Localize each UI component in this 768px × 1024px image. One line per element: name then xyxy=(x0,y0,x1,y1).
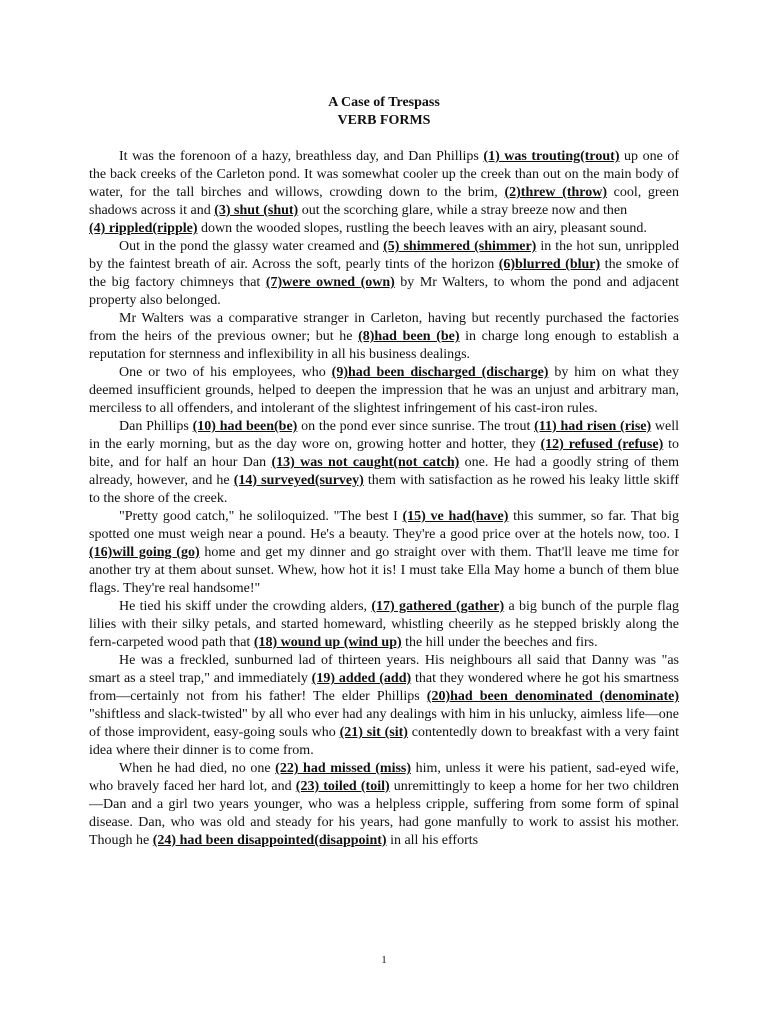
verb-answer: (10) had been(be) xyxy=(192,419,298,434)
verb-answer: (17) gathered (gather) xyxy=(371,599,505,614)
verb-answer: (12) refused (refuse) xyxy=(540,437,664,452)
verb-answer: (22) had missed (miss) xyxy=(275,761,412,776)
page-number: 1 xyxy=(381,954,387,966)
text-segment: He tied his skiff under the crowding alders, xyxy=(119,599,372,614)
document-page xyxy=(89,94,679,850)
document-title: A Case of Trespass xyxy=(328,95,440,110)
paragraph xyxy=(89,364,679,418)
verb-answer: (4) rippled(ripple) xyxy=(89,221,198,236)
paragraph xyxy=(89,220,679,238)
text-segment: this summer, so far. That big spotted one must weigh near a pound. He's a beauty. They're a good price over at the hotels now, too. I xyxy=(89,509,680,542)
text-segment: the hill under the beeches and firs. xyxy=(401,635,598,650)
title-spacer xyxy=(89,130,679,148)
verb-answer: (2)threw (throw) xyxy=(504,185,607,200)
text-segment: Dan Phillips xyxy=(119,419,193,434)
text-segment: in the hot sun, unrippled by the faintest breath of air. Across the soft, pearly tints of the horizon xyxy=(89,239,679,272)
body-text xyxy=(89,148,679,850)
text-segment: the smoke of the big factory chimneys that xyxy=(89,257,679,290)
verb-answer: (21) sit (sit) xyxy=(339,725,408,740)
verb-answer: (18) wound up (wind up) xyxy=(253,635,402,650)
verb-answer: (14) surveyed(survey) xyxy=(233,473,364,488)
verb-answer: (6)blurred (blur) xyxy=(498,257,601,272)
text-segment: by Mr Walters, to whom the pond and adjacent property also belonged. xyxy=(89,275,679,308)
paragraph xyxy=(89,652,679,760)
text-segment: to bite, and for half an hour Dan xyxy=(89,437,680,470)
verb-answer: (11) had risen (rise) xyxy=(534,419,652,434)
text-segment: "shiftless and slack-twisted" by all who ever had any dealings with him in his unlucky, aimless life—one of those improvident, easy-going souls who xyxy=(89,707,679,740)
text-segment: unremittingly to keep a home for her two children—Dan and a girl two years younger, who was a helpless cripple, suffering from some form of spinal disease. Dan, who was old and steady for his years, had gone manfully to work to assist his mother. Though he xyxy=(89,779,680,848)
document-subtitle: VERB FORMS xyxy=(337,113,431,128)
text-segment: Mr Walters was a comparative stranger in Carleton, having but recently purchased the factories from the heirs of the previous owner; but he xyxy=(89,311,679,344)
text-segment: cool, green shadows across it and xyxy=(89,185,679,218)
paragraph xyxy=(89,238,679,310)
verb-answer: (19) added (add) xyxy=(311,671,412,686)
verb-answer: (7)were owned (own) xyxy=(265,275,395,290)
text-segment: in charge long enough to establish a reputation for sternness and inflexibility in all his business dealings. xyxy=(89,329,679,362)
verb-answer: (5) shimmered (shimmer) xyxy=(383,239,537,254)
text-segment: him, unless it were his patient, sad-eyed wife, who bravely faced her hard lot, and xyxy=(89,761,679,794)
text-segment: that they wondered where he got his smartness from—certainly not from his father! The elder Phillips xyxy=(89,671,679,704)
text-segment: a big bunch of the purple flag lilies with their silky petals, and started homeward, whistling cheerily as he stepped briskly along the fern-carpeted wood path that xyxy=(89,599,679,650)
verb-answer: (1) was trouting(trout) xyxy=(483,149,620,164)
text-segment: well in the early morning, but as the day wore on, growing hotter and hotter, they xyxy=(89,419,680,452)
verb-answer: (3) shut (shut) xyxy=(214,203,299,218)
paragraph xyxy=(89,148,679,220)
text-segment: home and get my dinner and go straight over with them. That'll leave me time for another try at them about sunset. Whew, how hot it is! I must take Ella May home a bunch of them blue flags. They're real handsome!" xyxy=(89,545,679,596)
verb-answer: (16)will going (go) xyxy=(89,545,200,560)
verb-answer: (20)had been denominated (denominate) xyxy=(426,689,679,704)
text-segment: one. He had a goodly string of them already, however, and he xyxy=(89,455,679,488)
text-segment: Out in the pond the glassy water creamed and xyxy=(119,239,384,254)
text-segment: "Pretty good catch," he soliloquized. "The best I xyxy=(119,509,403,524)
paragraph xyxy=(89,418,679,508)
verb-answer: (15) ve had(have) xyxy=(402,509,509,524)
text-segment: One or two of his employees, who xyxy=(119,365,332,380)
text-segment: out the scorching glare, while a stray breeze now and then xyxy=(298,203,628,218)
text-segment: up one of the back creeks of the Carleton pond. It was somewhat cooler up the creek than out on the main body of water, for the tall birches and willows, crowding down to the brim, xyxy=(89,149,679,200)
verb-answer: (13) was not caught(not catch) xyxy=(271,455,460,470)
text-segment: contentedly down to breakfast with a very faint idea where their dinner is to come from. xyxy=(89,725,679,758)
text-segment: He was a freckled, sunburned lad of thirteen years. His neighbours all said that Danny was "as smart as a steel trap," and immediately xyxy=(89,653,679,686)
verb-answer: (8)had been (be) xyxy=(358,329,460,344)
text-segment: It was the forenoon of a hazy, breathless day, and Dan Phillips xyxy=(119,149,484,164)
paragraph xyxy=(89,760,679,850)
text-segment: When he had died, no one xyxy=(119,761,276,776)
verb-answer: (9)had been discharged (discharge) xyxy=(331,365,549,380)
paragraph xyxy=(89,310,679,364)
paragraph xyxy=(89,508,679,598)
paragraph xyxy=(89,598,679,652)
text-segment: in all his efforts xyxy=(386,833,479,848)
text-segment: by him on what they deemed insufficient grounds, helped to deepen the impression that he was an unjust and arbitrary man, merciless to all offenders, and intolerant of the slightest infringement of his cast-iron rules. xyxy=(89,365,679,416)
text-segment: on the pond ever since sunrise. The trout xyxy=(297,419,535,434)
verb-answer: (23) toiled (toil) xyxy=(295,779,390,794)
text-segment: down the wooded slopes, rustling the beech leaves with an airy, pleasant sound. xyxy=(197,221,647,236)
text-segment: them with satisfaction as he rowed his leaky little skiff to the shore of the creek. xyxy=(89,473,679,506)
verb-answer: (24) had been disappointed(disappoint) xyxy=(152,833,387,848)
